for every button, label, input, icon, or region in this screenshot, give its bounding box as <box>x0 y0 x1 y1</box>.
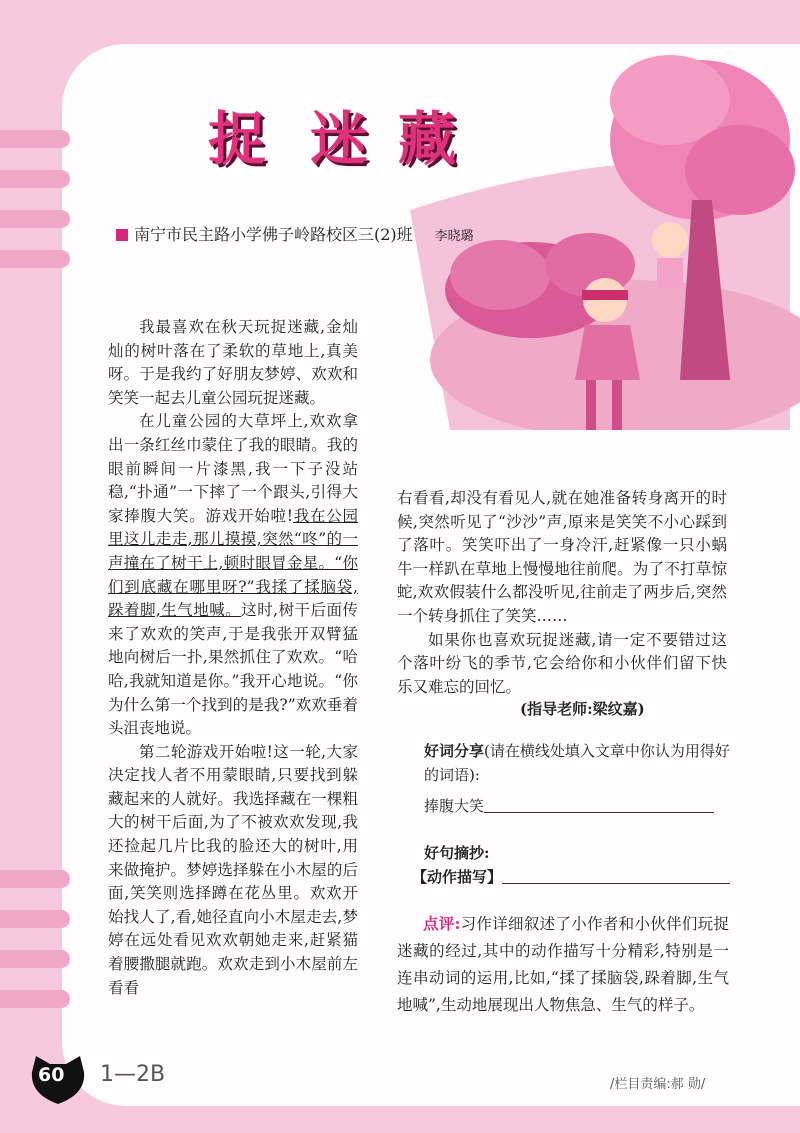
paragraph-5: 如果你也喜欢玩捉迷藏,请一定不要错过这个落叶纷飞的季节,它会给你和小伙伴们留下快乐又难忘的回忆。 <box>397 630 727 696</box>
page-number: 60 <box>38 1064 65 1086</box>
words-example: 捧腹大笑 <box>424 797 485 815</box>
handwritten-note: 1—2B <box>100 1062 166 1087</box>
paragraph-1: 我最喜欢在秋天玩捉迷藏,金灿灿的树叶落在了柔软的草地上,真美呀。于是我约了好朋友梦婷、欢欢和笑笑一起去儿童公园玩捉迷藏。 <box>108 318 358 407</box>
comment-text: 习作详细叙述了小作者和小伙伴们玩捉迷藏的经过,其中的动作描写十分精彩,特别是一连串动词的运用,比如,“揉了揉脑袋,跺着脚,生气地喊”,生动地展现出人物焦急、生气的样子。 <box>397 915 729 1014</box>
paragraph-2-start: 在儿童公园的大草坪上,欢欢拿出一条红丝巾蒙住了我的眼睛。我的眼前瞬间一片漆黑,我一下子没站稳,“扑通”一下摔了一个跟头,引得大家捧腹大笑。游戏开始啦! <box>108 412 358 525</box>
comment-label: 点评: <box>423 914 461 933</box>
sentence-tag: 【动作描写】 <box>412 868 503 886</box>
column-editor: /栏目责编:郝 勋/ <box>610 1077 706 1092</box>
paragraph-2-end: 这时,树干后面传来了欢欢的笑声,于是我张开双臂猛地向树后一扑,果然抓住了欢欢。“哈哈,我就知道是你。”我开心地说。“你为什么第一个找到的是我?”欢欢垂着头沮丧地说。 <box>108 601 358 738</box>
words-example-row <box>424 795 714 819</box>
sentence-fill-line[interactable] <box>502 869 730 884</box>
sentence-row <box>412 866 730 890</box>
school-name: 南宁市民主路小学佛子岭路校区三(2)班 <box>134 225 413 244</box>
teacher-comment <box>397 910 729 1019</box>
words-instruction: (请在横线处填入文章中你认为用得好的词语): <box>424 742 730 784</box>
title-char-1: 捉 <box>208 105 267 173</box>
bullet-square-icon <box>116 229 128 241</box>
words-label: 好词分享 <box>424 742 485 760</box>
byline <box>116 222 474 245</box>
paragraph-2 <box>108 410 358 740</box>
underlined-sentence: 我在公园里这儿走走,那儿摸摸,突然“咚”的一声撞在了树干上,顿时眼冒金星。“你们到底藏在哪里呀?”我揉了揉脑袋,跺着脚,生气地喊。 <box>108 506 358 620</box>
title-char-2: 迷 <box>310 105 369 173</box>
word-fill-line[interactable] <box>484 798 714 813</box>
left-column <box>108 316 358 1000</box>
sentence-label: 好句摘抄: <box>424 844 490 862</box>
paragraph-4: 右看看,却没有看见人,就在她准备转身离开的时候,突然听见了“沙沙”声,原来是笑笑不小心踩到了落叶。笑笑吓出了一身冷汗,赶紧像一只小蜗牛一样趴在草地上慢慢地往前爬。为了不打草惊蛇,欢欢假装什么都没听见,往前走了两步后,突然一个转身抓住了笑笑…… <box>397 489 727 625</box>
author-name: 李晓璐 <box>434 229 474 244</box>
paragraph-3: 第二轮游戏开始啦!这一轮,大家决定找人者不用蒙眼睛,只要找到躲藏起来的人就好。我选择藏在一棵粗大的树干后面,为了不被欢欢发现,我还捡起几片比我的脸还大的树叶,用来做掩护。梦婷选择躲在小木屋的后面,笑笑则选择蹲在花丛里。欢欢开始找人了,看,她径直向小木屋走去,梦婷在远处看见欢欢朝她走来,赶紧猫着腰撒腿就跑。欢欢走到小木屋前左看看 <box>108 742 358 997</box>
title-char-3: 藏 <box>398 105 457 173</box>
teacher-credit: (指导老师:梁纹嘉) <box>520 700 645 718</box>
right-column <box>397 487 727 699</box>
words-share <box>424 740 734 787</box>
